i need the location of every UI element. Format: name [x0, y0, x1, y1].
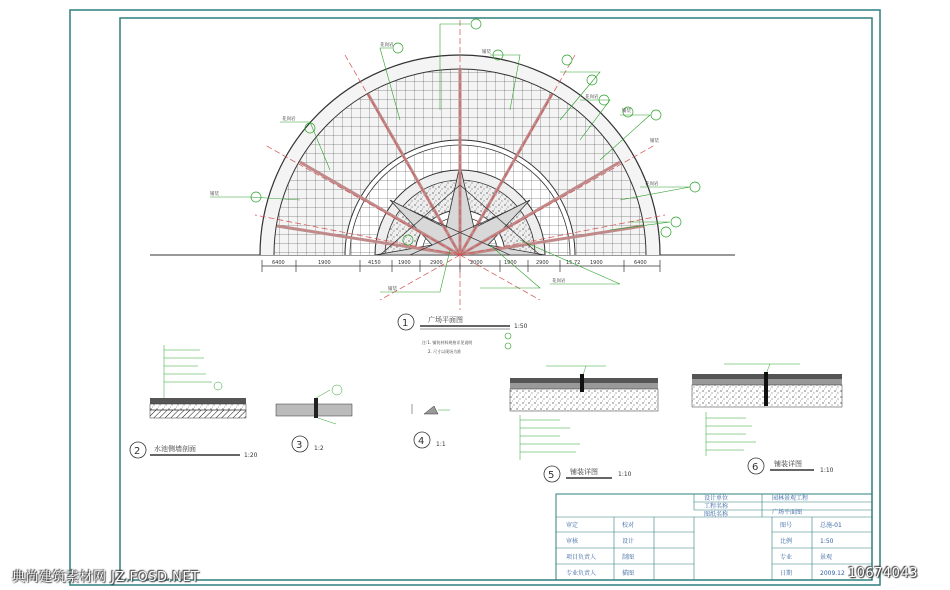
plan-num: 1: [402, 318, 409, 329]
tb-row3-key: 专业负责人: [566, 570, 597, 577]
detail2-num: 2: [134, 446, 141, 457]
callout-9: 花岗岩: [552, 279, 566, 284]
detail-4: [412, 404, 450, 448]
detail4-num: 4: [418, 436, 425, 447]
tb-row0-key: 审定: [566, 522, 579, 529]
dim-2: 4150: [368, 260, 381, 266]
detail3-scale: 1:2: [314, 445, 324, 452]
detail4-scale: 1:1: [436, 441, 446, 448]
tb-right0-key: 图号: [780, 522, 793, 529]
dim-4: 2900: [430, 260, 443, 266]
callout-7: 花岗岩: [645, 182, 659, 187]
detail5-title: 铺装详图: [570, 468, 598, 476]
dim-3: 1900: [398, 260, 411, 266]
detail3-num: 3: [296, 440, 303, 451]
title-block: [556, 494, 872, 580]
callout-0: 花岗岩: [380, 43, 394, 48]
dim-8: 15.72: [566, 260, 581, 266]
tb-right3-key: 日期: [780, 570, 793, 577]
tb-row2-val: 制图: [622, 554, 635, 561]
detail6-num: 6: [752, 462, 759, 473]
tb-project-name: 工程名称: [704, 503, 729, 510]
detail-2: [130, 345, 258, 459]
tb-project-value: 园林景观工程: [772, 495, 809, 502]
plan-title-text: 广场平面图: [428, 316, 463, 324]
dim-5: 2000: [470, 260, 483, 266]
tb-drawing-name: 图纸名称: [704, 511, 729, 518]
callout-1: 铺装: [482, 50, 491, 55]
detail6-title: 铺装详图: [774, 460, 802, 468]
tb-right0-val: 总施-01: [820, 522, 842, 529]
tb-row0-val: 校对: [622, 522, 635, 529]
dim-9: 1900: [590, 260, 603, 266]
detail5-scale: 1:10: [618, 471, 632, 478]
tb-drawing-value: 广场平面图: [772, 509, 803, 516]
detail-6: [692, 364, 842, 474]
dim-10: 6400: [634, 260, 647, 266]
dim-0: 6400: [272, 260, 285, 266]
callout-5: 花岗岩: [282, 117, 296, 122]
detail6-scale: 1:10: [820, 467, 834, 474]
detail2-scale: 1:20: [244, 452, 258, 459]
plan-title: [398, 314, 528, 354]
tb-right2-key: 专业: [780, 554, 793, 561]
detail5-num: 5: [548, 470, 555, 481]
tb-right2-val: 景观: [820, 554, 833, 561]
tb-row1-val: 设计: [622, 538, 635, 545]
dim-7: 2900: [536, 260, 549, 266]
watermark-right: 10674043: [847, 566, 918, 581]
tb-right1-val: 1:50: [820, 538, 834, 545]
plan-note-1: 2. 尺寸以现场为准: [428, 349, 462, 354]
tb-right1-key: 比例: [780, 538, 793, 545]
plan-scale: 1:50: [514, 323, 528, 330]
callout-2: 花岗岩: [585, 95, 599, 100]
callout-4: 铺装: [650, 139, 659, 144]
tb-row3-val: 描图: [622, 570, 635, 577]
tb-right3-val: 2009.12: [820, 570, 845, 577]
callout-3: 铺装: [622, 109, 631, 114]
tb-design-unit: 设计单位: [704, 495, 729, 502]
callout-8: 铺装: [388, 287, 397, 292]
callout-6: 铺装: [210, 192, 219, 197]
tb-row2-key: 项目负责人: [566, 554, 597, 561]
dim-1: 1900: [318, 260, 331, 266]
plan-note-0: 注:1. 铺装材料规格详见说明: [422, 340, 473, 345]
detail-5: [510, 366, 658, 482]
dim-6: 1900: [504, 260, 517, 266]
detail-3: [276, 385, 352, 452]
tb-row1-key: 审核: [566, 538, 579, 545]
detail2-title: 水池侧墙剖面: [154, 445, 196, 453]
watermark-left: 典尚建筑素材网 JZ.FOSD.NET: [12, 570, 200, 585]
